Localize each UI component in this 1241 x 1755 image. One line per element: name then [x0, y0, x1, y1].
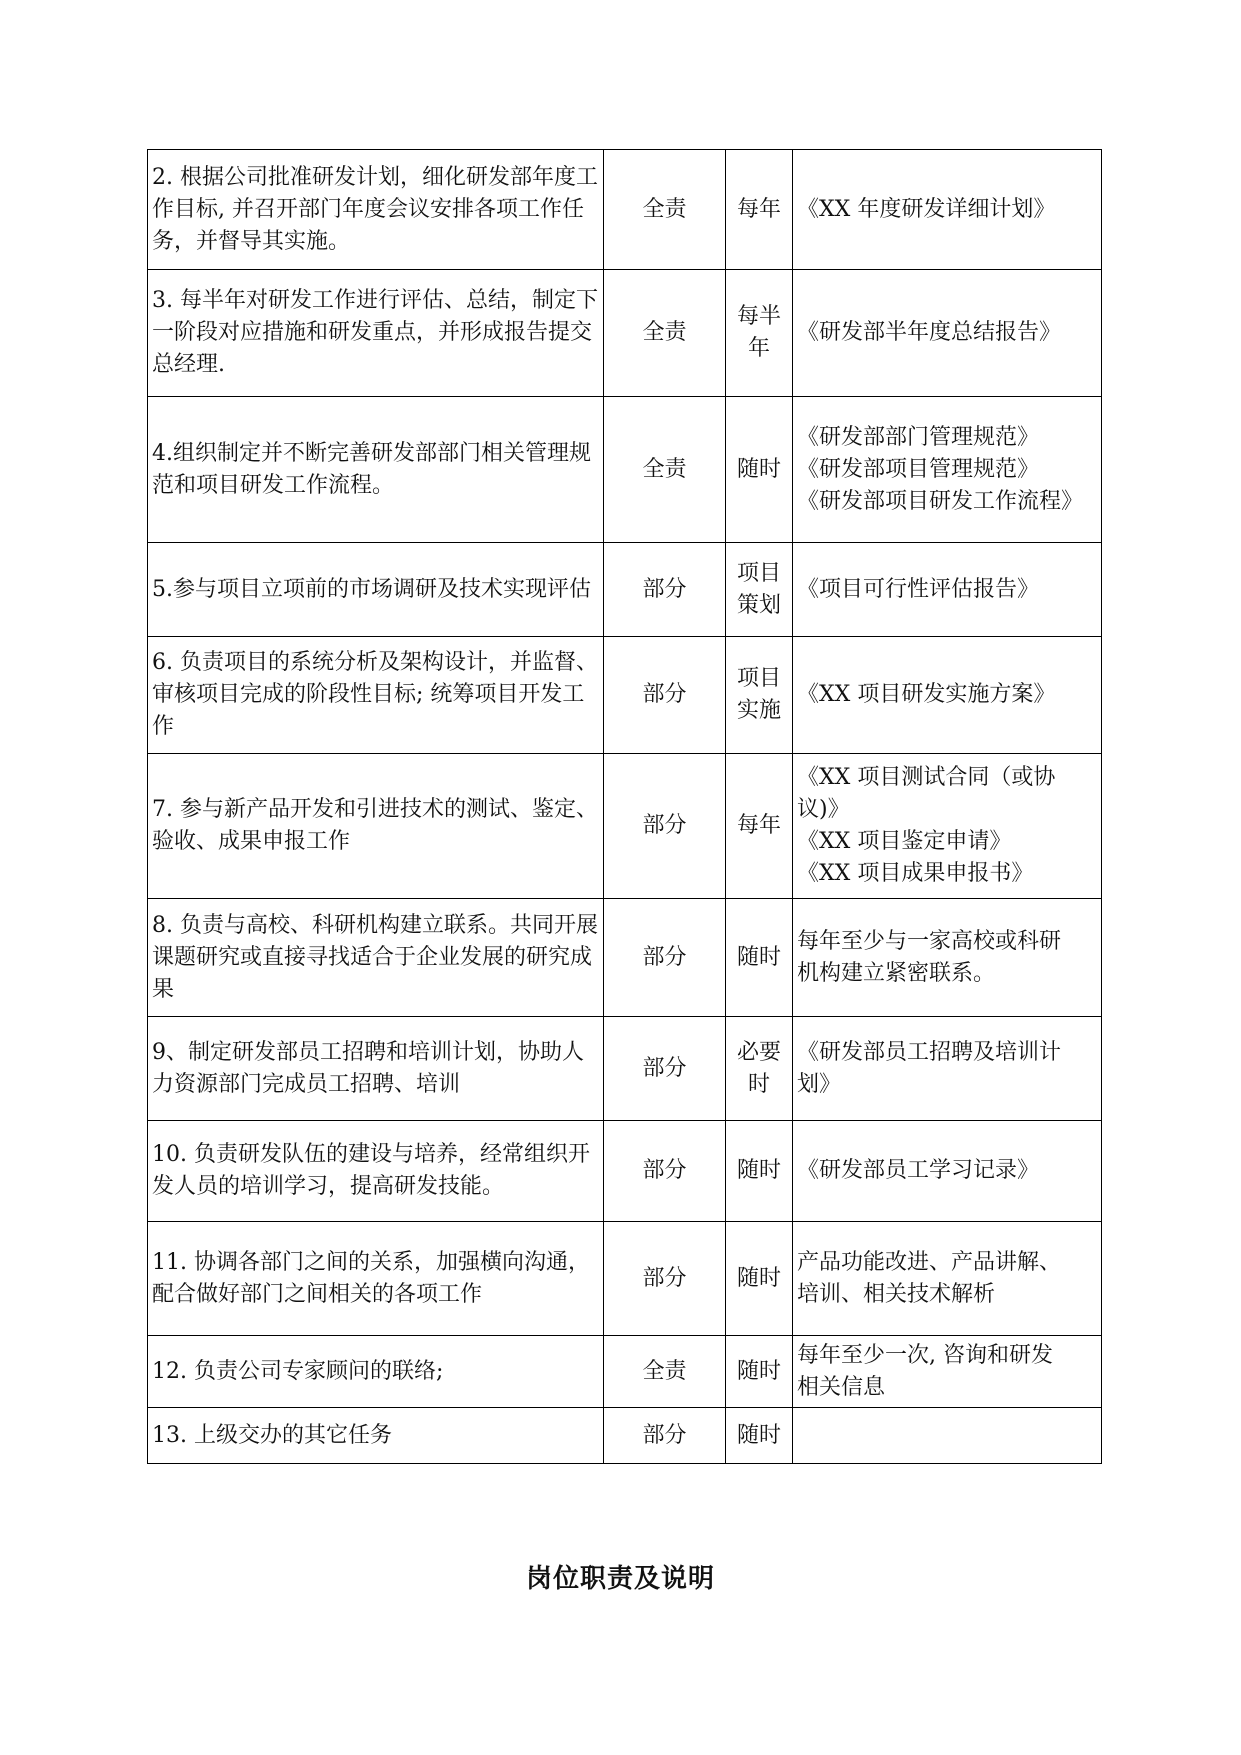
- responsibility-cell: 部分: [604, 637, 726, 754]
- output-line: 每年至少一次, 咨询和研发: [797, 1342, 1053, 1368]
- output-line: 《XX 项目测试合同（或协: [797, 765, 1056, 790]
- frequency-line: 策划: [736, 592, 781, 618]
- output-cell: [793, 1408, 1102, 1464]
- frequency-line: 每年: [736, 196, 781, 222]
- page-heading: 岗位职责及说明: [525, 1564, 715, 1594]
- output-line: 《XX 项目成果申报书》: [797, 861, 1034, 886]
- output-line: 划》: [797, 1071, 842, 1097]
- frequency-line: 随时: [736, 456, 781, 482]
- frequency-cell: [726, 1017, 793, 1121]
- output-cell: [793, 270, 1102, 397]
- table-row: [148, 270, 1102, 397]
- frequency-line: 每年: [736, 813, 781, 838]
- frequency-cell: [726, 270, 793, 397]
- table-row: [148, 899, 1102, 1017]
- task-cell: 5.参与项目立项前的市场调研及技术实现评估: [148, 543, 604, 637]
- table-row: [148, 1121, 1102, 1222]
- frequency-cell: [726, 397, 793, 543]
- task-cell: 2. 根据公司批准研发计划，细化研发部年度工作目标, 并召开部门年度会议安排各项工作任务，并督导其实施。: [148, 150, 604, 270]
- output-line: 《研发部员工学习记录》: [797, 1158, 1040, 1183]
- output-line: 机构建立紧密联系。: [797, 960, 996, 986]
- output-line: 《研发部半年度总结报告》: [797, 320, 1062, 345]
- output-line: 《研发部部门管理规范》: [797, 424, 1040, 450]
- output-cell: [793, 1336, 1102, 1408]
- output-line: 培训、相关技术解析: [797, 1281, 996, 1307]
- task-cell: 13. 上级交办的其它任务: [148, 1408, 604, 1464]
- output-cell: [793, 1017, 1102, 1121]
- output-cell: [793, 543, 1102, 637]
- frequency-line: 每半: [736, 304, 781, 329]
- output-cell: [793, 397, 1102, 543]
- frequency-cell: [726, 637, 793, 754]
- responsibility-cell: 部分: [604, 1121, 726, 1222]
- frequency-cell: [726, 150, 793, 270]
- task-cell: 7. 参与新产品开发和引进技术的测试、鉴定、验收、成果申报工作: [148, 754, 604, 899]
- responsibility-cell: 全责: [604, 270, 726, 397]
- table-row: [148, 637, 1102, 754]
- frequency-line: 年: [747, 336, 770, 361]
- table-row: [148, 1222, 1102, 1336]
- output-line: 每年至少与一家高校或科研: [797, 928, 1062, 954]
- frequency-line: 项目: [736, 560, 781, 586]
- frequency-line: 随时: [736, 1265, 781, 1291]
- frequency-line: 实施: [736, 698, 781, 723]
- output-cell: [793, 150, 1102, 270]
- output-cell: [793, 1222, 1102, 1336]
- responsibility-cell: 部分: [604, 1222, 726, 1336]
- output-cell: [793, 1121, 1102, 1222]
- frequency-cell: [726, 543, 793, 637]
- frequency-cell: [726, 1222, 793, 1336]
- responsibility-cell: 全责: [604, 397, 726, 543]
- frequency-line: 时: [747, 1071, 770, 1097]
- output-line: 《XX 项目研发实施方案》: [797, 682, 1056, 707]
- task-cell: 12. 负责公司专家顾问的联络;: [148, 1336, 604, 1408]
- duties-table: [147, 149, 1102, 1464]
- frequency-cell: [726, 1121, 793, 1222]
- responsibility-cell: 部分: [604, 754, 726, 899]
- responsibility-cell: 部分: [604, 899, 726, 1017]
- responsibility-cell: 部分: [604, 543, 726, 637]
- table-row: [148, 1017, 1102, 1121]
- output-line: 《项目可行性评估报告》: [797, 576, 1040, 602]
- frequency-cell: [726, 1336, 793, 1408]
- task-cell: 10. 负责研发队伍的建设与培养，经常组织开发人员的培训学习，提高研发技能。: [148, 1121, 604, 1222]
- task-cell: 11. 协调各部门之间的关系，加强横向沟通，配合做好部门之间相关的各项工作: [148, 1222, 604, 1336]
- table-row: [148, 397, 1102, 543]
- output-cell: [793, 754, 1102, 899]
- task-cell: 4.组织制定并不断完善研发部部门相关管理规范和项目研发工作流程。: [148, 397, 604, 543]
- responsibility-cell: 全责: [604, 150, 726, 270]
- frequency-line: 随时: [736, 1358, 781, 1384]
- table-row: [148, 1408, 1102, 1464]
- output-line: 《研发部项目管理规范》: [797, 456, 1040, 482]
- frequency-cell: [726, 899, 793, 1017]
- output-line: 相关信息: [797, 1374, 886, 1400]
- task-cell: 9、制定研发部员工招聘和培训计划，协助人力资源部门完成员工招聘、培训: [148, 1017, 604, 1121]
- output-cell: [793, 899, 1102, 1017]
- table-row: [148, 543, 1102, 637]
- frequency-line: 随时: [736, 944, 781, 970]
- responsibility-cell: 部分: [604, 1408, 726, 1464]
- task-cell: 8. 负责与高校、科研机构建立联系。共同开展课题研究或直接寻找适合于企业发展的研究成果: [148, 899, 604, 1017]
- output-line: 《研发部员工招聘及培训计: [797, 1039, 1062, 1065]
- output-line: 议)》: [797, 797, 850, 822]
- frequency-cell: [726, 754, 793, 899]
- output-cell: [793, 637, 1102, 754]
- frequency-line: 必要: [736, 1039, 781, 1065]
- task-cell: 6. 负责项目的系统分析及架构设计，并监督、审核项目完成的阶段性目标; 统筹项目开发工作: [148, 637, 604, 754]
- output-line: 《XX 年度研发详细计划》: [797, 196, 1056, 222]
- table-row: [148, 150, 1102, 270]
- table-row: [148, 1336, 1102, 1408]
- output-line: 《研发部项目研发工作流程》: [797, 488, 1084, 514]
- frequency-line: 随时: [736, 1422, 781, 1448]
- output-line: 《XX 项目鉴定申请》: [797, 829, 1012, 854]
- frequency-line: 随时: [736, 1158, 781, 1183]
- frequency-cell: [726, 1408, 793, 1464]
- task-cell: 3. 每半年对研发工作进行评估、总结，制定下一阶段对应措施和研发重点，并形成报告提交总经理.: [148, 270, 604, 397]
- responsibility-cell: 部分: [604, 1017, 726, 1121]
- frequency-line: 项目: [736, 666, 781, 691]
- table-row: [148, 754, 1102, 899]
- output-line: 产品功能改进、产品讲解、: [797, 1249, 1062, 1275]
- responsibility-cell: 全责: [604, 1336, 726, 1408]
